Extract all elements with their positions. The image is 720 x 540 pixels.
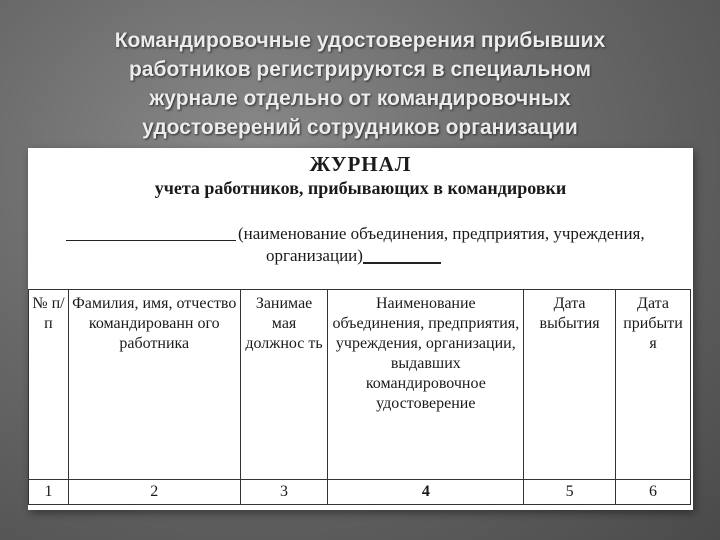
header-departure-date: Дата выбытия — [524, 290, 616, 480]
slide-title — [40, 26, 680, 142]
header-issuing-organization: Наименование объединения, предприятия, учреждения, организации, выдавших командировочное удостоверение — [328, 290, 524, 480]
column-numbers-row — [29, 480, 691, 505]
header-row — [29, 290, 691, 480]
column-number-cell: 6 — [616, 480, 691, 505]
journal-document — [28, 148, 693, 510]
journal-table — [28, 289, 691, 505]
column-number-cell: 3 — [240, 480, 328, 505]
organization-line — [66, 224, 645, 244]
column-number-cell: 5 — [524, 480, 616, 505]
header-number: № п/п — [29, 290, 69, 480]
column-number-cell: 4 — [328, 480, 524, 505]
header-arrival-date: Дата прибыти я — [616, 290, 691, 480]
column-number-cell: 1 — [29, 480, 69, 505]
organization-line-continued — [266, 246, 441, 266]
journal-title: ЖУРНАЛ — [309, 152, 412, 176]
slide-title-line-3: журнале отдельно от командировочных — [149, 87, 571, 110]
header-position: Занимае мая должнос ть — [240, 290, 328, 480]
organization-blank-end — [363, 262, 441, 264]
column-number-cell: 2 — [68, 480, 240, 505]
organization-caption: (наименование объединения, предприятия, учреждения, — [238, 224, 645, 243]
organization-caption-end: организации) — [266, 246, 363, 265]
header-full-name: Фамилия, имя, отчество командированн ого работника — [68, 290, 240, 480]
slide-title-line-1: Командировочные удостоверения прибывших — [114, 29, 606, 52]
organization-blank — [66, 240, 236, 241]
journal-subtitle: учета работников, прибывающих в командировки — [154, 178, 567, 198]
slide-title-line-4: удостоверений сотрудников организации — [142, 116, 578, 139]
slide-title-line-2: работников регистрируются в специальном — [128, 58, 592, 81]
